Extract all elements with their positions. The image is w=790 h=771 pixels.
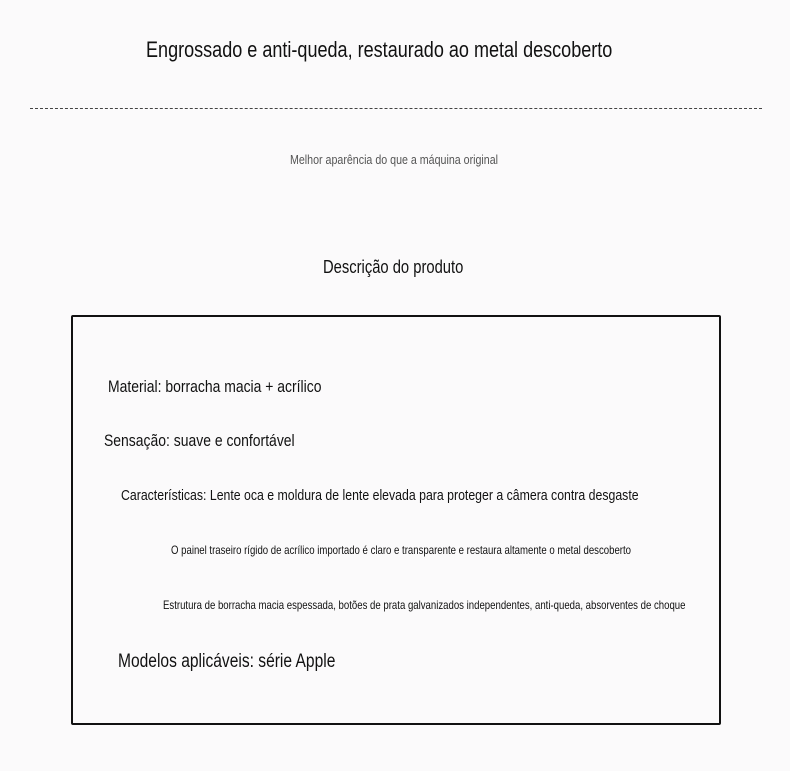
features-line: Características: Lente oca e moldura de lente elevada para proteger a câmera contra desgaste [121,487,639,504]
subheadline: Melhor aparência do que a máquina original [290,152,499,167]
dashed-divider [30,108,762,109]
structure-line: Estrutura de borracha macia espessada, botões de prata galvanizados independentes, anti-queda, absorventes de choque [163,598,686,612]
compatible-models-line: Modelos aplicáveis: série Apple [118,651,336,672]
headline: Engrossado e anti-queda, restaurado ao metal descoberto [146,37,613,62]
sensation-line: Sensação: suave e confortável [104,431,295,450]
back-panel-line: O painel traseiro rígido de acrílico importado é claro e transparente e restaura altamente o metal descoberto [171,543,631,557]
section-title: Descrição do produto [323,257,464,277]
material-line: Material: borracha macia + acrílico [108,377,322,396]
